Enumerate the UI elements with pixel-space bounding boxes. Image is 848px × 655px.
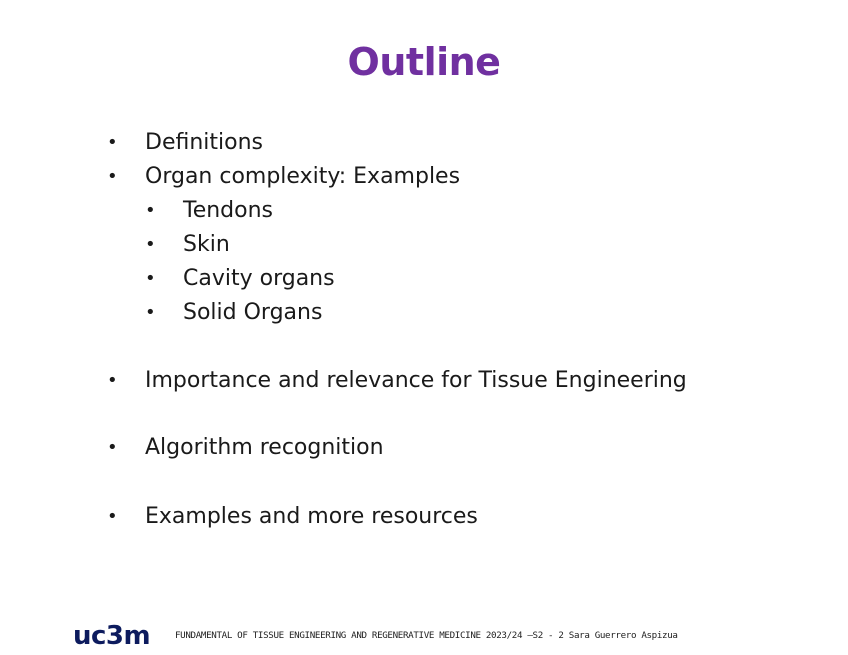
list-item: [107, 434, 384, 462]
bullet-icon: •: [107, 166, 118, 187]
bullet-icon: •: [145, 234, 156, 255]
list-item-label: Definitions: [145, 130, 263, 155]
list-item: [145, 197, 274, 225]
list-item-label: Examples and more resources: [145, 504, 478, 529]
bullet-icon: •: [107, 132, 118, 153]
list-item-label: Solid Organs: [183, 300, 323, 325]
bullet-icon: •: [107, 506, 118, 527]
list-item: [145, 265, 335, 293]
uc3m-logo: uc3m: [73, 621, 151, 651]
list-item-label: Tendons: [183, 198, 274, 223]
bullet-icon: •: [107, 437, 118, 458]
footer-caption: FUNDAMENTAL OF TISSUE ENGINEERING AND REGENERATIVE MEDICINE 2023/24 –S2 - 2 Sara Guerrero Aspizua: [175, 630, 678, 641]
slide-title: Outline: [347, 40, 501, 84]
list-item-label: Importance and relevance for Tissue Engineering: [145, 368, 687, 393]
list-item-label: Organ complexity: Examples: [145, 164, 461, 189]
list-item: [145, 299, 323, 327]
list-item: [107, 367, 687, 395]
list-item: [107, 503, 478, 531]
bullet-icon: •: [107, 370, 118, 391]
list-item-label: Algorithm recognition: [145, 435, 384, 460]
list-item: [107, 163, 461, 191]
list-item: [145, 231, 230, 259]
bullet-icon: •: [145, 302, 156, 323]
bullet-icon: •: [145, 200, 156, 221]
list-item-label: Skin: [183, 232, 230, 257]
list-item-label: Cavity organs: [183, 266, 335, 291]
bullet-icon: •: [145, 268, 156, 289]
list-item: [107, 129, 263, 157]
